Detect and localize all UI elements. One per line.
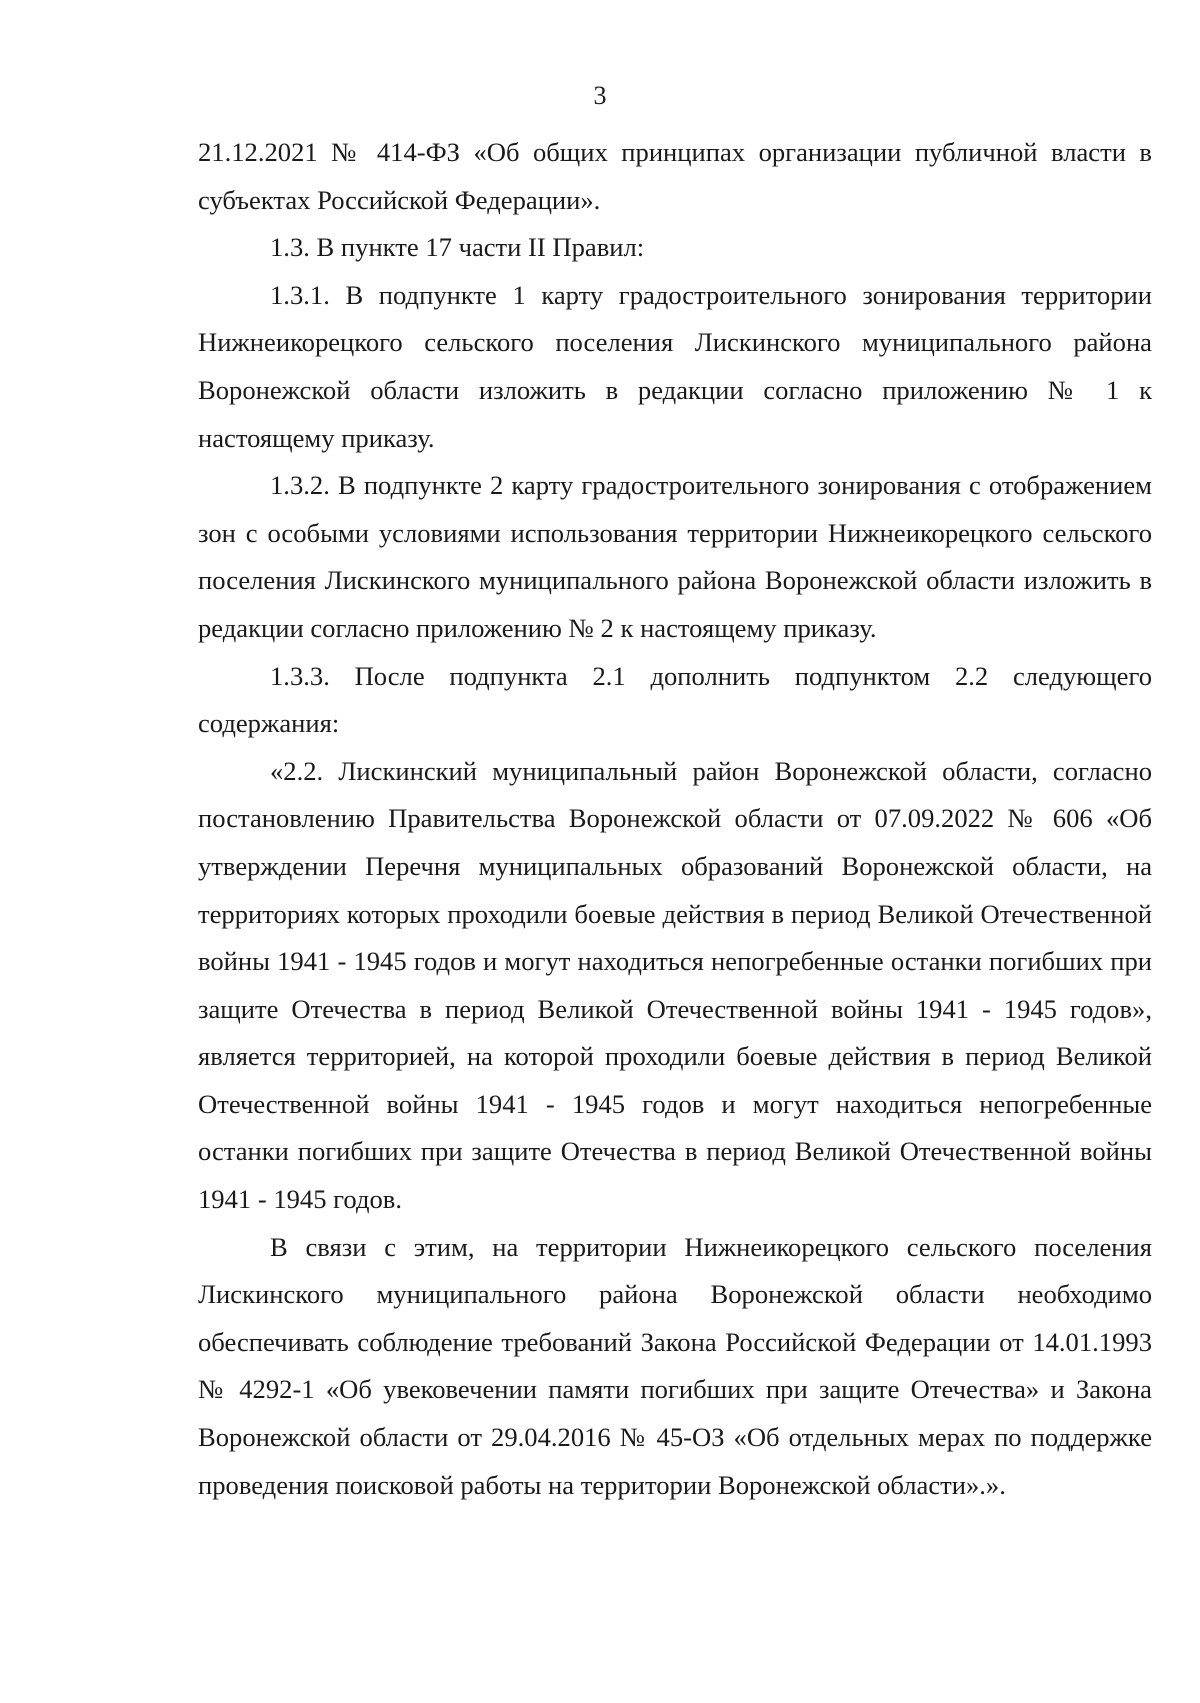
paragraph-1-3-3: 1.3.3. После подпункта 2.1 дополнить подпунктом 2.2 следующего содержания: <box>198 660 1152 739</box>
document-body <box>198 129 1152 1509</box>
paragraph-2-2-quote: «2.2. Лискинский муниципальный район Воронежской области, согласно постановлению Правительства Воронежской области от 07.09.2022 № 606 «Об утверждении Перечня муниципальных образований Воронежской области, на территориях которых проходили боевые действия в период Великой Отечественной войны 1941 - 1945 годов и могут находиться непогребенные останки погибших при защите Отечества в период Великой Отечественной войны 1941 - 1945 годов», является территорией, на которой проходили боевые действия в период Великой Отечественной войны 1941 - 1945 годов и могут находиться непогребенные останки погибших при защите Отечества в период Великой Отечественной войны 1941 - 1945 годов. <box>198 755 1152 1215</box>
page-number: 3 <box>593 81 607 110</box>
paragraph-1-3-2: 1.3.2. В подпункте 2 карту градостроительного зонирования с отображением зон с особыми условиями использования территории Нижнеикорецкого сельского поселения Лискинского муниципального района Воронежской области изложить в редакции согласно приложению № 2 к настоящему приказу. <box>198 470 1152 643</box>
paragraph-continuation: 21.12.2021 № 414-ФЗ «Об общих принципах организации публичной власти в субъектах Российской Федерации». <box>198 137 1152 215</box>
paragraph-1-3-1: 1.3.1. В подпункте 1 карту градостроительного зонирования территории Нижнеикорецкого сельского поселения Лискинского муниципального района Воронежской области изложить в редакции согласно приложению № 1 к настоящему приказу. <box>198 279 1152 453</box>
paragraph-requirements: В связи с этим, на территории Нижнеикорецкого сельского поселения Лискинского муниципального района Воронежской области необходимо обеспечивать соблюдение требований Закона Российской Федерации от 14.01.1993 № 4292-1 «Об увековечении памяти погибших при защите Отечества» и Закона Воронежской области от 29.04.2016 № 45-ОЗ «Об отдельных мерах по поддержке проведения поисковой работы на территории Воронежской области».». <box>198 1231 1152 1500</box>
paragraph-1-3: 1.3. В пункте 17 части II Правил: <box>270 232 645 263</box>
